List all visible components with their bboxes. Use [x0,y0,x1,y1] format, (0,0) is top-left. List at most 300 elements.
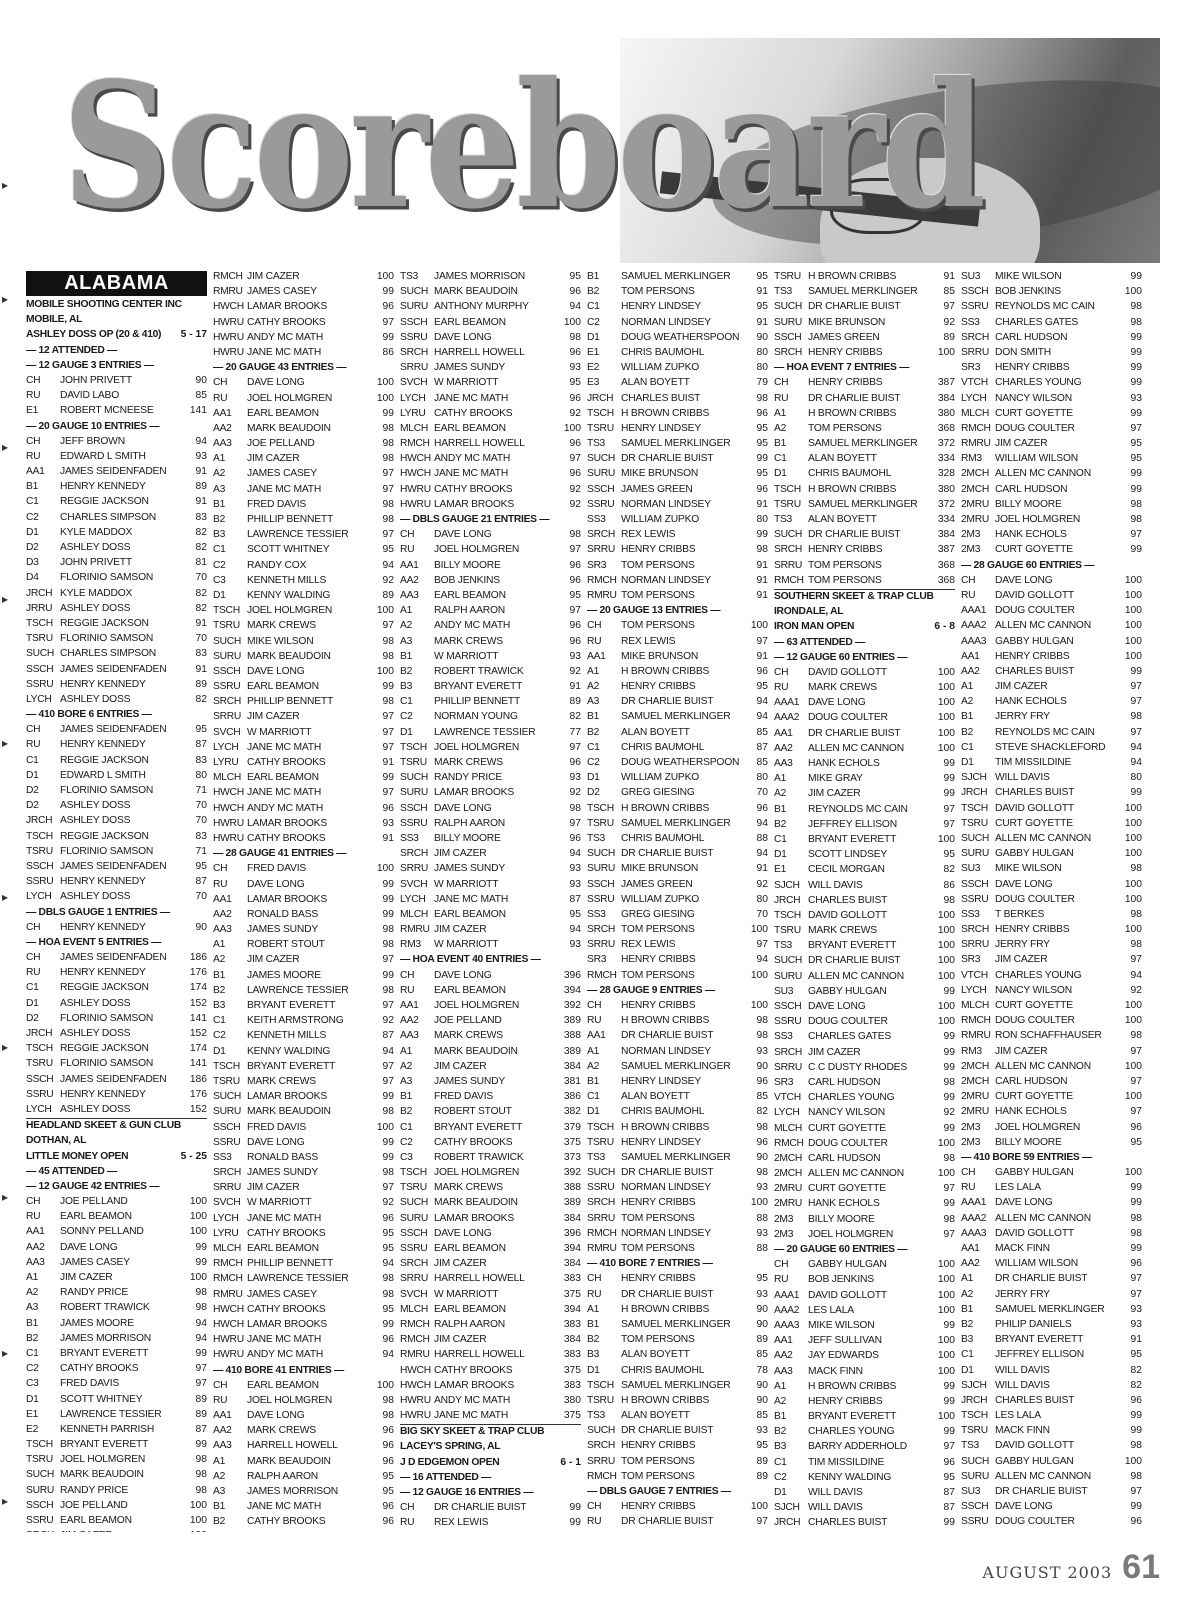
result-row [213,1014,394,1029]
class-code: HWRU [213,832,244,844]
shooter-name: NANCY WILSON [995,984,1072,996]
class-code: TSCH [26,830,53,842]
score-value: 97 [756,635,768,647]
score-value: 80 [756,362,768,374]
shooter-name: HENRY CRIBBS [995,924,1070,936]
score-value: 96 [382,802,394,814]
class-code: 2MCH [961,468,989,480]
score-value: 96 [569,620,581,632]
shooter-name: MIKE BRUNSON [621,650,699,662]
shooter-name: CURT GOYETTE [995,544,1073,556]
class-code: SRCH [400,346,428,358]
class-code: TSCH [961,1410,988,1422]
result-row [400,1318,581,1333]
class-code: SSRU [26,876,54,888]
class-code: RU [26,390,41,402]
shooter-name: LES LALA [808,1304,854,1316]
result-row [213,1105,394,1120]
class-code: JRCH [587,392,614,404]
event-heading [26,906,207,921]
class-code: C2 [400,1136,413,1148]
heading-text: SOUTHERN SKEET & TRAP CLUB [774,590,934,602]
score-value: 97 [569,605,581,617]
shooter-name: CURT GOYETTE [995,1091,1073,1103]
class-code: SVCH [400,377,428,389]
class-code: AA3 [213,438,232,450]
shooter-name: JERRY FRY [995,1288,1050,1300]
result-row [26,845,207,860]
result-row [400,437,581,452]
result-row [213,680,394,695]
score-value: 94 [569,301,581,313]
result-row [400,923,581,938]
class-code: AAA3 [961,635,987,647]
score-value: 99 [195,1347,207,1359]
result-row [774,833,955,848]
score-value: 86 [382,346,394,358]
result-row [400,1075,581,1090]
shooter-name: PHILLIP BENNETT [434,696,521,708]
score-value: 86 [943,879,955,891]
score-value: 89 [195,678,207,690]
score-value: 87 [943,1487,955,1498]
score-value: 88 [756,1212,768,1224]
shooter-name: JIM CAZER [808,1046,861,1058]
result-row [774,498,955,513]
result-row [961,1181,1142,1196]
score-value: 98 [943,1152,955,1164]
result-row [961,1485,1142,1500]
score-value: 100 [189,1515,207,1526]
shooter-name: PHILLIP BENNETT [247,514,334,525]
shooter-name: CHRIS BAUMOHL [621,741,705,753]
score-value: 95 [756,438,768,450]
result-row [213,1348,394,1363]
shooter-name: H BROWN CRIBBS [621,407,710,419]
score-value: 96 [756,665,768,677]
result-row [587,832,768,847]
class-code: SJCH [961,1379,987,1391]
score-value: 93 [756,1045,768,1057]
result-row [587,938,768,953]
class-code: E1 [774,864,786,876]
score-value: 99 [943,1319,955,1331]
class-code: CH [961,574,976,586]
shooter-name: DR CHARLIE BUIST [621,1030,714,1042]
class-code: C1 [961,1349,974,1361]
class-code: SSCH [26,1073,54,1085]
score-value: 98 [195,1484,207,1496]
result-row [961,604,1142,619]
shooter-name: JIM CAZER [247,271,300,282]
shooter-name: JANE MC MATH [434,468,509,480]
result-row [961,1272,1142,1287]
result-row [587,771,768,786]
class-code: D1 [774,1487,787,1498]
shooter-name: CATHY BROOKS [434,483,513,495]
shooter-name: HARRELL HOWELL [434,1349,525,1361]
score-value: 94 [1130,757,1142,768]
class-code: SRRU [400,362,428,374]
score-value: 387 [937,377,955,389]
score-value: 70 [195,633,207,645]
result-row [961,1166,1142,1181]
shooter-name: FLORINIO SAMSON [60,633,154,645]
heading-text: BIG SKY SKEET & TRAP CLUB [400,1426,545,1438]
score-value: 99 [1130,1182,1142,1194]
result-row [774,818,955,833]
shooter-name: JAMES SEIDENFADEN [60,724,167,736]
shooter-name: ASHLEY DOSS [60,1103,131,1115]
result-row [587,1045,768,1060]
shooter-name: ALAN BOYETT [621,1349,690,1361]
shooter-name: MARK BEAUDOIN [247,422,331,434]
shooter-name: HANK ECHOLS [808,1198,880,1210]
score-value: 94 [382,559,394,571]
shooter-name: DR CHARLIE BUIST [621,1425,714,1437]
result-row [213,528,394,543]
score-value: 96 [382,301,394,313]
class-code: 2M3 [774,1228,794,1240]
result-row [587,513,768,528]
shooter-name: JEFF BROWN [60,435,125,447]
result-row [400,1516,581,1531]
score-value: 372 [937,438,955,450]
result-row [587,331,768,346]
shooter-name: DON SMITH [995,346,1051,358]
score-value: 387 [937,544,955,556]
score-value: 100 [937,1259,955,1271]
shooter-name: JIM CAZER [995,681,1048,693]
result-row [961,361,1142,376]
result-row [26,571,207,586]
result-row [587,1090,768,1105]
event-heading [774,605,955,620]
score-value: 388 [563,1030,581,1042]
heading-text: — DBLS GAUGE 7 ENTRIES — [587,1486,731,1497]
shooter-name: EARL BEAMON [434,984,506,996]
shooter-name: REYNOLDS MC CAIN [808,803,908,815]
result-row [774,1501,955,1516]
shooter-name: HENRY CRIBBS [808,346,883,358]
score-value: 92 [943,316,955,328]
class-code: SSCH [213,665,241,677]
score-value: 98 [1130,1212,1142,1224]
shooter-name: DR CHARLIE BUIST [995,1486,1088,1497]
shooter-name: CATHY BROOKS [247,832,326,844]
shooter-name: ROBERT TRAWICK [434,665,524,677]
result-row [587,543,768,558]
result-row [400,1333,581,1348]
result-row [26,1027,207,1042]
class-code: TSCH [26,617,53,629]
shooter-name: CURT GOYETTE [995,407,1073,419]
score-value: 98 [756,392,768,404]
result-row [26,1529,207,1532]
class-code: SUCH [213,1091,241,1103]
page-title: Scoreboard [62,45,983,248]
result-row [774,1410,955,1425]
class-code: LYCH [26,891,52,903]
result-row [587,1318,768,1333]
results-column [213,270,394,1532]
class-code: SUCH [774,529,802,541]
class-code: SRRU [400,863,428,875]
result-row [961,1029,1142,1044]
class-code: TS3 [587,832,605,844]
class-code: SUCH [213,635,241,647]
shooter-name: HENRY CRIBBS [621,1501,696,1513]
score-value: 95 [756,271,768,282]
class-code: 2MCH [774,1152,802,1164]
score-value: 96 [756,1075,768,1087]
score-value: 95 [756,468,768,480]
event-heading [587,1257,768,1272]
result-row [774,985,955,1000]
class-code: TSRU [587,1394,614,1406]
shooter-name: LAMAR BROOKS [247,1318,327,1330]
class-code: A1 [587,1303,599,1315]
class-code: SSRU [961,301,989,313]
class-code: TSRU [26,1454,53,1466]
score-value: 99 [943,1517,955,1529]
score-value: 379 [563,1121,581,1133]
event-heading [26,1165,207,1180]
event-heading [774,1243,955,1258]
shooter-name: GREG GIESING [621,908,695,920]
heading-text: IRON MAN OPEN [774,621,855,633]
shooter-name: HENRY LINDSEY [621,301,701,313]
shooter-name: DAVE LONG [434,1227,492,1239]
shooter-name: JAMES SUNDY [434,863,506,875]
score-value: 99 [1130,483,1142,495]
score-value: 96 [756,483,768,495]
score-value: 394 [563,984,581,996]
shooter-name: REGGIE JACKSON [60,617,149,629]
result-row [400,741,581,756]
score-value: 95 [382,1486,394,1497]
score-value: 98 [382,1273,394,1285]
class-code: LYCH [213,1212,239,1224]
score-value: 328 [937,468,955,480]
result-row [961,1318,1142,1333]
shooter-name: JERRY FRY [995,939,1050,951]
shooter-name: REGGIE JACKSON [60,496,149,508]
class-code: HWCH [400,468,431,480]
class-code: C3 [400,1151,413,1163]
shooter-name: DR CHARLIE BUIST [995,1273,1088,1285]
score-value: 93 [1130,392,1142,404]
shooter-name: JEFFREY ELLISON [995,1349,1084,1361]
score-value: 384 [937,529,955,541]
shooter-name: CHARLES YOUNG [808,1426,895,1438]
shooter-name: CHARLES BUIST [621,392,701,404]
result-row [26,1241,207,1256]
class-code: E2 [587,362,599,374]
score-value: 396 [563,1227,581,1239]
score-value: 87 [569,893,581,905]
shooter-name: BILLY MOORE [995,1136,1062,1148]
result-row [587,1515,768,1530]
shooter-name: JAMES SUNDY [247,1167,319,1179]
club-heading [26,1118,207,1134]
class-code: SRCH [774,346,802,358]
class-code: C2 [587,316,600,328]
result-row [587,741,768,756]
result-row [587,1242,768,1257]
shooter-name: CARL HUDSON [995,483,1068,495]
result-row [774,1273,955,1288]
score-value: 382 [563,1106,581,1118]
score-value: 96 [382,1440,394,1452]
shooter-name: ANDY MC MATH [434,453,511,465]
results-column [961,270,1142,1532]
result-row [213,1439,394,1454]
shooter-name: JOEL HOLMGREN [434,544,520,556]
score-value: 94 [195,435,207,447]
result-row [961,1333,1142,1348]
score-value: 99 [382,772,394,784]
shooter-name: FRED DAVIS [434,1091,494,1103]
shooter-name [995,1531,1116,1532]
heading-text: — 410 BORE 6 ENTRIES — [26,709,152,721]
shooter-name: W MARRIOTT [434,878,499,890]
shooter-name: DOUG COULTER [995,422,1075,434]
class-code: SSRU [961,893,989,905]
score-value: 98 [1130,1227,1142,1239]
class-code: E1 [26,405,38,417]
class-code: C1 [26,496,39,508]
result-row [26,1103,207,1118]
class-code: AAA3 [961,1227,987,1239]
shooter-name: REX LEWIS [621,635,676,647]
class-code: D3 [26,557,39,569]
shooter-name: LES LALA [995,1182,1041,1194]
shooter-name: JIM CAZER [808,788,861,800]
score-value: 98 [1130,498,1142,510]
result-row [774,772,955,787]
score-value: 100 [937,1016,955,1028]
event-date: 5 - 25 [180,1150,207,1162]
class-code: RMRU [587,1243,617,1254]
result-row [961,619,1142,634]
score-value: 94 [195,1332,207,1344]
class-code: TSCH [587,407,614,419]
heading-text: — 28 GAUGE 9 ENTRIES — [587,984,715,996]
result-row [26,951,207,966]
result-row [961,1090,1142,1105]
class-code: RMRU [213,1288,243,1300]
shooter-name: HENRY CRIBBS [621,544,696,556]
result-row [587,574,768,589]
score-value: 96 [382,1516,394,1528]
shooter-name: JANE MC MATH [434,392,509,404]
heading-text: — 12 GAUGE 42 ENTRIES — [26,1180,160,1192]
score-value: 91 [195,617,207,629]
class-code: TSCH [587,1121,614,1133]
event-heading [26,1150,207,1165]
shooter-name: ASHLEY DOSS [60,693,131,705]
class-code: SRCH [961,924,989,936]
score-value: 93 [569,772,581,784]
shooter-name: CHARLES SIMPSON [60,648,156,660]
result-row [400,452,581,467]
score-value: 99 [1130,407,1142,419]
score-value: 82 [195,602,207,614]
shooter-name: MIKE WILSON [808,1319,875,1331]
result-row [400,619,581,634]
event-heading [213,361,394,376]
results-column [774,270,955,1532]
result-row [774,1486,955,1501]
score-value: 97 [943,301,955,313]
result-row [26,602,207,617]
result-row [400,1257,581,1272]
result-row [400,589,581,604]
heading-text: — 410 BORE 7 ENTRIES — [587,1258,713,1270]
result-row [961,893,1142,908]
result-row [213,999,394,1014]
score-value: 99 [1130,1425,1142,1437]
class-code: TS3 [774,940,792,952]
result-row [961,513,1142,528]
shooter-name: TIM MISSILDINE [808,1456,885,1468]
class-code: TSCH [587,802,614,814]
class-code: TSRU [587,817,614,829]
score-value: 97 [195,1378,207,1390]
score-value: 88 [756,1243,768,1254]
score-value: 99 [756,529,768,541]
shooter-name: JANE MC MATH [247,346,322,358]
result-row [587,1379,768,1394]
class-code: 2MRU [774,1198,802,1210]
result-row [587,1470,768,1485]
shooter-name: TOM PERSONS [808,559,882,571]
result-row [774,1152,955,1167]
class-code: A1 [213,939,225,951]
class-code: B1 [961,1303,973,1315]
shooter-name: H BROWN CRIBBS [621,1394,710,1406]
shooter-name: TOM PERSONS [621,969,695,981]
result-row [961,1227,1142,1242]
class-code: AA3 [774,758,793,769]
score-value: 87 [382,1030,394,1042]
score-value: 186 [189,952,207,964]
score-value: 97 [382,787,394,799]
result-row [774,1228,955,1243]
result-row [213,467,394,482]
result-row [961,1060,1142,1075]
class-code: RMRU [961,1030,991,1042]
shooter-name: CARL HUDSON [995,1075,1068,1087]
result-row [961,665,1142,680]
score-value: 100 [1124,924,1142,936]
shooter-name: ANDY MC MATH [434,1394,511,1406]
class-code: D1 [213,1045,226,1057]
class-code: MLCH [400,422,428,434]
score-value: 95 [756,301,768,313]
result-row [213,376,394,391]
score-value: 100 [376,863,394,875]
result-row [213,1531,394,1532]
class-code: AA2 [961,665,980,677]
class-code: TSCH [774,909,801,921]
class-code: SVCH [400,878,428,890]
result-row [213,695,394,710]
class-code: TSCH [26,1043,53,1055]
shooter-name: JANE MC MATH [247,741,322,753]
class-code: TSCH [400,741,427,753]
